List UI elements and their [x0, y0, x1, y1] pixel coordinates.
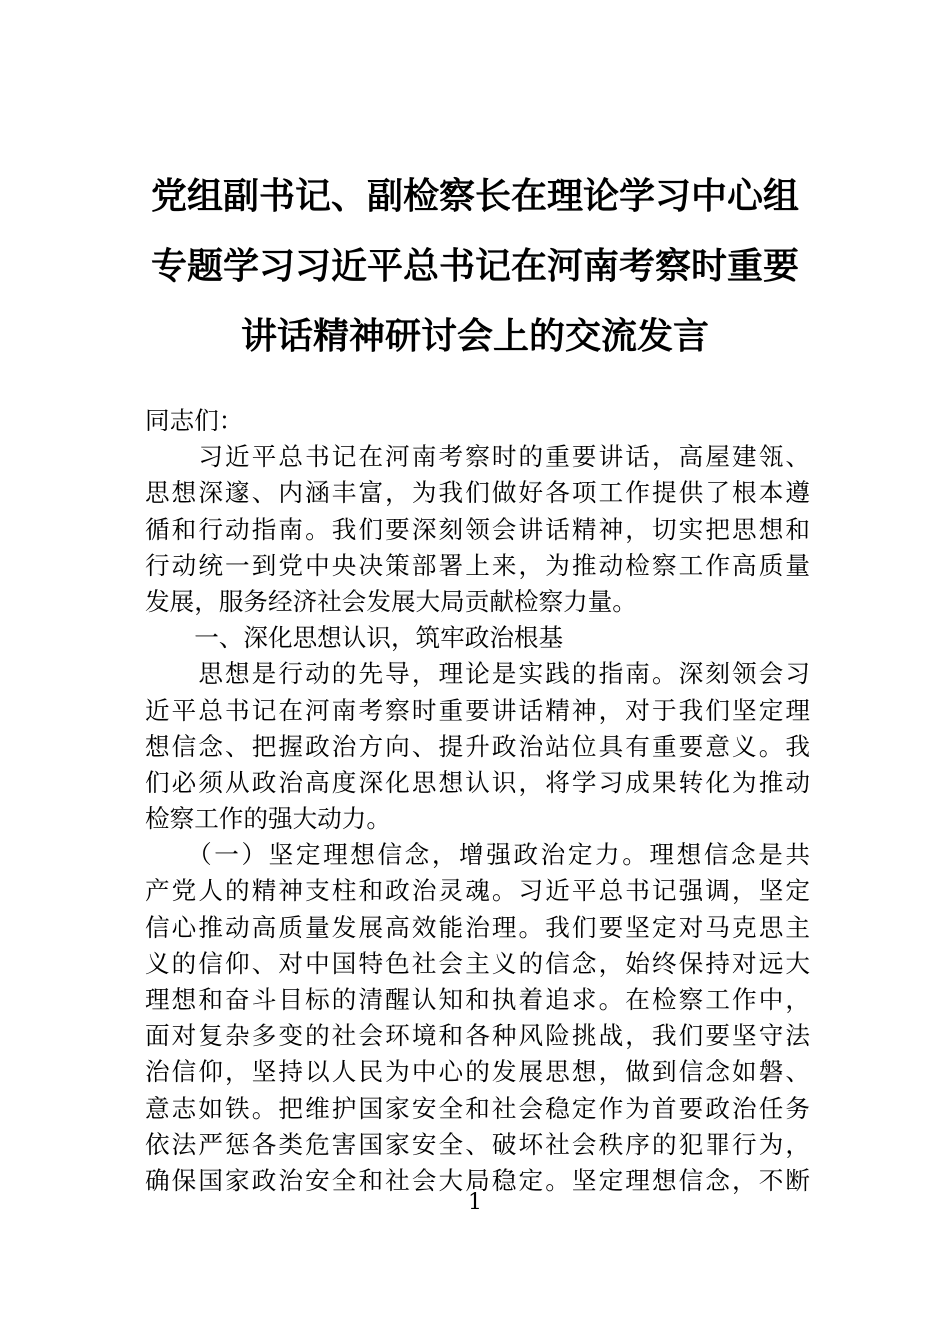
body-line: 依法严惩各类危害国家安全、破坏社会秩序的犯罪行为，	[145, 1129, 810, 1159]
section-heading: 一、深化思想认识，筑牢政治根基	[145, 623, 564, 653]
body-line: 思想深邃、内涵丰富，为我们做好各项工作提供了根本遵	[145, 478, 810, 508]
body-line: 治信仰，坚持以人民为中心的发展思想，做到信念如磐、	[145, 1057, 810, 1087]
body-line: 发展，服务经济社会发展大局贡献检察力量。	[145, 586, 637, 616]
body-line: 们必须从政治高度深化思想认识，将学习成果转化为推动	[145, 767, 810, 797]
body-line: 循和行动指南。我们要深刻领会讲话精神，切实把思想和	[145, 514, 810, 544]
body-line: 意志如铁。把维护国家安全和社会稳定作为首要政治任务	[145, 1093, 810, 1123]
body-line: 习近平总书记在河南考察时的重要讲话，高屋建瓴、	[145, 442, 810, 472]
title-line-2: 专题学习习近平总书记在河南考察时重要	[150, 246, 799, 287]
body-line: 信心推动高质量发展高效能治理。我们要坚定对马克思主	[145, 912, 810, 942]
page-number: 1	[468, 1190, 482, 1215]
body-line: 检察工作的强大动力。	[145, 804, 391, 834]
body-line: 义的信仰、对中国特色社会主义的信念，始终保持对远大	[145, 948, 810, 978]
document-title	[140, 162, 810, 372]
body-line: 行动统一到党中央决策部署上来，为推动检察工作高质量	[145, 550, 810, 580]
body-line: 想信念、把握政治方向、提升政治站位具有重要意义。我	[145, 731, 810, 761]
body-line: 思想是行动的先导，理论是实践的指南。深刻领会习	[145, 659, 810, 689]
body-line: 理想和奋斗目标的清醒认知和执着追求。在检察工作中，	[145, 985, 810, 1014]
body-line: 确保国家政治安全和社会大局稳定。坚定理想信念，不断	[145, 1165, 810, 1195]
document-body	[145, 403, 810, 1199]
body-line: 近平总书记在河南考察时重要讲话精神，对于我们坚定理	[145, 695, 810, 725]
title-line-1: 党组副书记、副检察长在理论学习中心组	[150, 176, 799, 217]
body-line: 产党人的精神支柱和政治灵魂。习近平总书记强调，坚定	[145, 876, 810, 906]
body-line: 面对复杂多变的社会环境和各种风险挑战，我们要坚守法	[145, 1021, 810, 1051]
body-line: （一）坚定理想信念，增强政治定力。理想信念是共	[145, 840, 810, 870]
salutation: 同志们：	[145, 406, 244, 435]
title-line-3: 讲话精神研讨会上的交流发言	[240, 316, 709, 357]
